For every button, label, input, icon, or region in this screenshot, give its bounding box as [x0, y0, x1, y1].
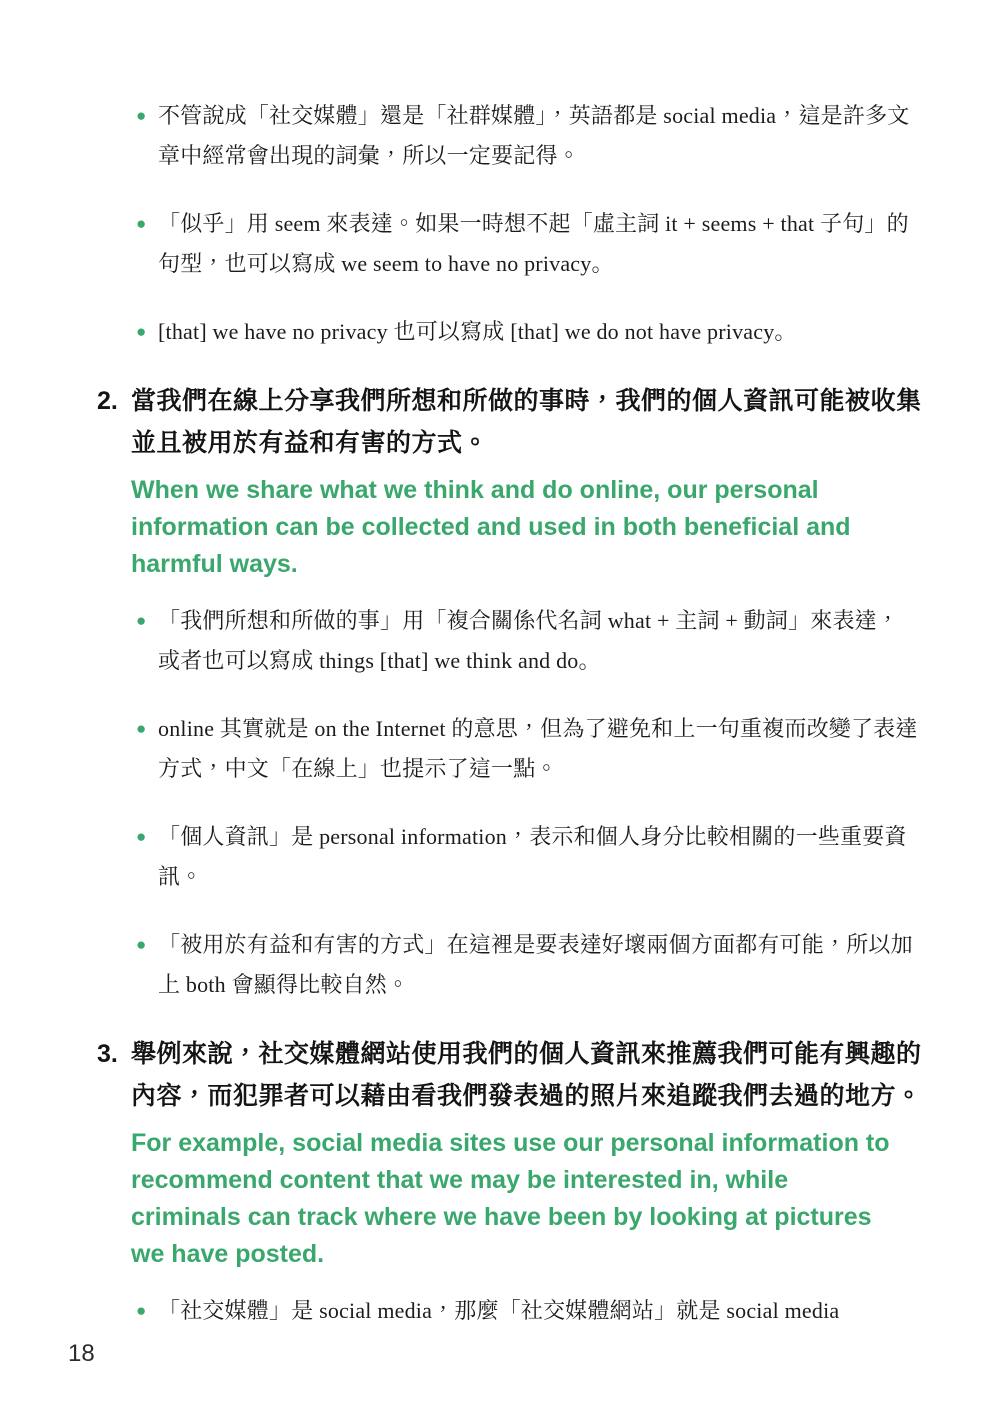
item-number: 2.: [97, 387, 118, 415]
bullet-text: 「似乎」用 seem 來表達。如果一時想不起「虛主詞 it + seems + that 子句」的句型，也可以寫成 we seem to have no privacy。: [158, 211, 909, 276]
numbered-item-3: [97, 1033, 1000, 1273]
bullet-text: [that] we have no privacy 也可以寫成 [that] we do not have privacy。: [158, 319, 797, 344]
bullet-icon: ●: [136, 935, 147, 954]
bullet-text: 不管說成「社交媒體」還是「社群媒體」，英語都是 social media，這是許多文章中經常會出現的詞彙，所以一定要記得。: [158, 103, 910, 168]
item-content: [131, 380, 926, 583]
chinese-sentence: 舉例來說，社交媒體網站使用我們的個人資訊來推薦我們可能有興趣的內容，而犯罪者可以藉由看我們發表過的照片來追蹤我們去過的地方。: [131, 1040, 922, 1110]
bullet-icon: ●: [136, 322, 147, 341]
list-item: [136, 204, 922, 284]
bullet-text: 「我們所想和所做的事」用「複合關係代名詞 what + 主詞 + 動詞」來表達，或者也可以寫成 things [that] we think and do。: [158, 608, 900, 673]
bullet-text: 「被用於有益和有害的方式」在這裡是要表達好壞兩個方面都有可能，所以加上 both 會顯得比較自然。: [158, 932, 913, 997]
english-translation: For example, social media sites use our personal information to recommend content that we may be interested in, while criminals can track where we have been by looking at pictures we have posted.: [131, 1129, 890, 1268]
numbered-item-2: [97, 380, 1000, 583]
english-translation: When we share what we think and do online, our personal information can be collected and used in both beneficial and harmful ways.: [131, 476, 851, 578]
bullet-text: 「個人資訊」是 personal information，表示和個人身分比較相關的一些重要資訊。: [158, 824, 907, 889]
notes-group-2: [0, 601, 1000, 1005]
bullet-text: 「社交媒體」是 social media，那麼「社交媒體網站」就是 social media: [158, 1298, 840, 1323]
notes-group-1: [0, 96, 1000, 352]
list-item: [136, 601, 922, 681]
bullet-icon: ●: [136, 214, 147, 233]
list-item: [136, 1291, 922, 1331]
bullet-text: online 其實就是 on the Internet 的意思，但為了避免和上一句重複而改變了表達方式，中文「在線上」也提示了這一點。: [158, 716, 918, 781]
bullet-icon: ●: [136, 1301, 147, 1320]
list-item: [136, 96, 922, 176]
list-item: [136, 925, 922, 1005]
bullet-icon: ●: [136, 827, 147, 846]
bullet-icon: ●: [136, 106, 147, 125]
item-number: 3.: [97, 1040, 118, 1068]
list-item: [136, 817, 922, 897]
page-number: 18: [68, 1340, 95, 1367]
item-content: [131, 1033, 926, 1273]
chinese-sentence: 當我們在線上分享我們所想和所做的事時，我們的個人資訊可能被收集並且被用於有益和有害的方式。: [131, 387, 922, 457]
list-item: [136, 709, 922, 789]
list-item: [136, 312, 922, 352]
notes-group-3: [0, 1291, 1000, 1331]
bullet-icon: ●: [136, 611, 147, 630]
bullet-icon: ●: [136, 719, 147, 738]
